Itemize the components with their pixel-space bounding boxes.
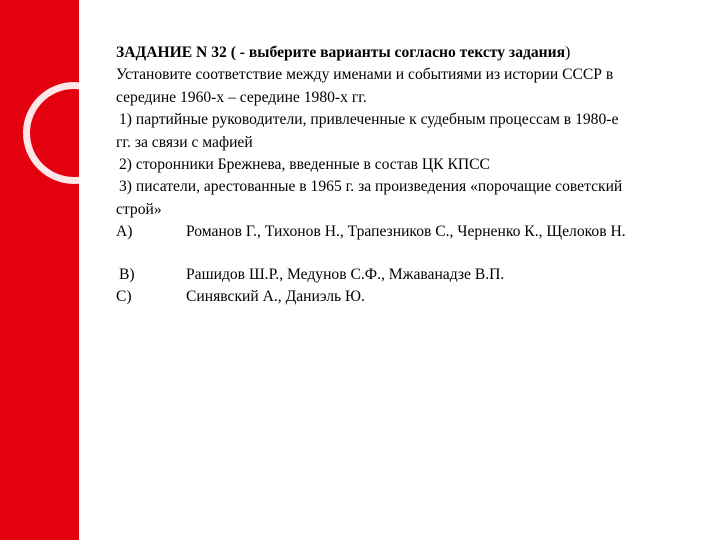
circle-ring-icon (23, 82, 79, 184)
instruction-line-2: середине 1960-х – середине 1980-х гг. (116, 88, 367, 106)
decorative-red-band (0, 0, 79, 540)
item-1-line-2: гг. за связи с мафией (116, 133, 253, 151)
task-title (116, 42, 712, 64)
item-3-line-1: 3) писатели, арестованные в 1965 г. за произведения «порочащие советский (119, 178, 623, 196)
answer-label-c: C) (116, 288, 132, 306)
task-title-instruction: - выберите варианты согласно тексту задания (239, 44, 566, 61)
item-2-line-1: 2) сторонники Брежнева, введенные в состав ЦК КПСС (119, 156, 490, 174)
item-3-line-2: строй» (116, 200, 162, 218)
answer-row-b (116, 264, 712, 286)
task-content (116, 42, 712, 308)
task-title-close: ) (565, 44, 571, 61)
answer-row-c (116, 286, 712, 308)
answer-label-a: A) (116, 223, 133, 241)
item-1-line-1: 1) партийные руководители, привлеченные к судебным процессам в 1980-е (119, 111, 619, 129)
answer-row-a (116, 221, 712, 243)
answer-label-b: B) (119, 265, 135, 283)
answer-names-a: Романов Г., Тихонов Н., Трапезников С., Черненко К., Щелоков Н. (186, 223, 626, 241)
answer-names-c: Синявский А., Даниэль Ю. (186, 288, 365, 306)
instruction-line-1: Установите соответствие между именами и событиями из истории СССР в (116, 66, 614, 84)
answer-names-b: Рашидов Ш.Р., Медунов С.Ф., Мжаванадзе В.П. (186, 265, 505, 283)
task-title-number: ЗАДАНИЕ N 32 ( (116, 44, 240, 61)
